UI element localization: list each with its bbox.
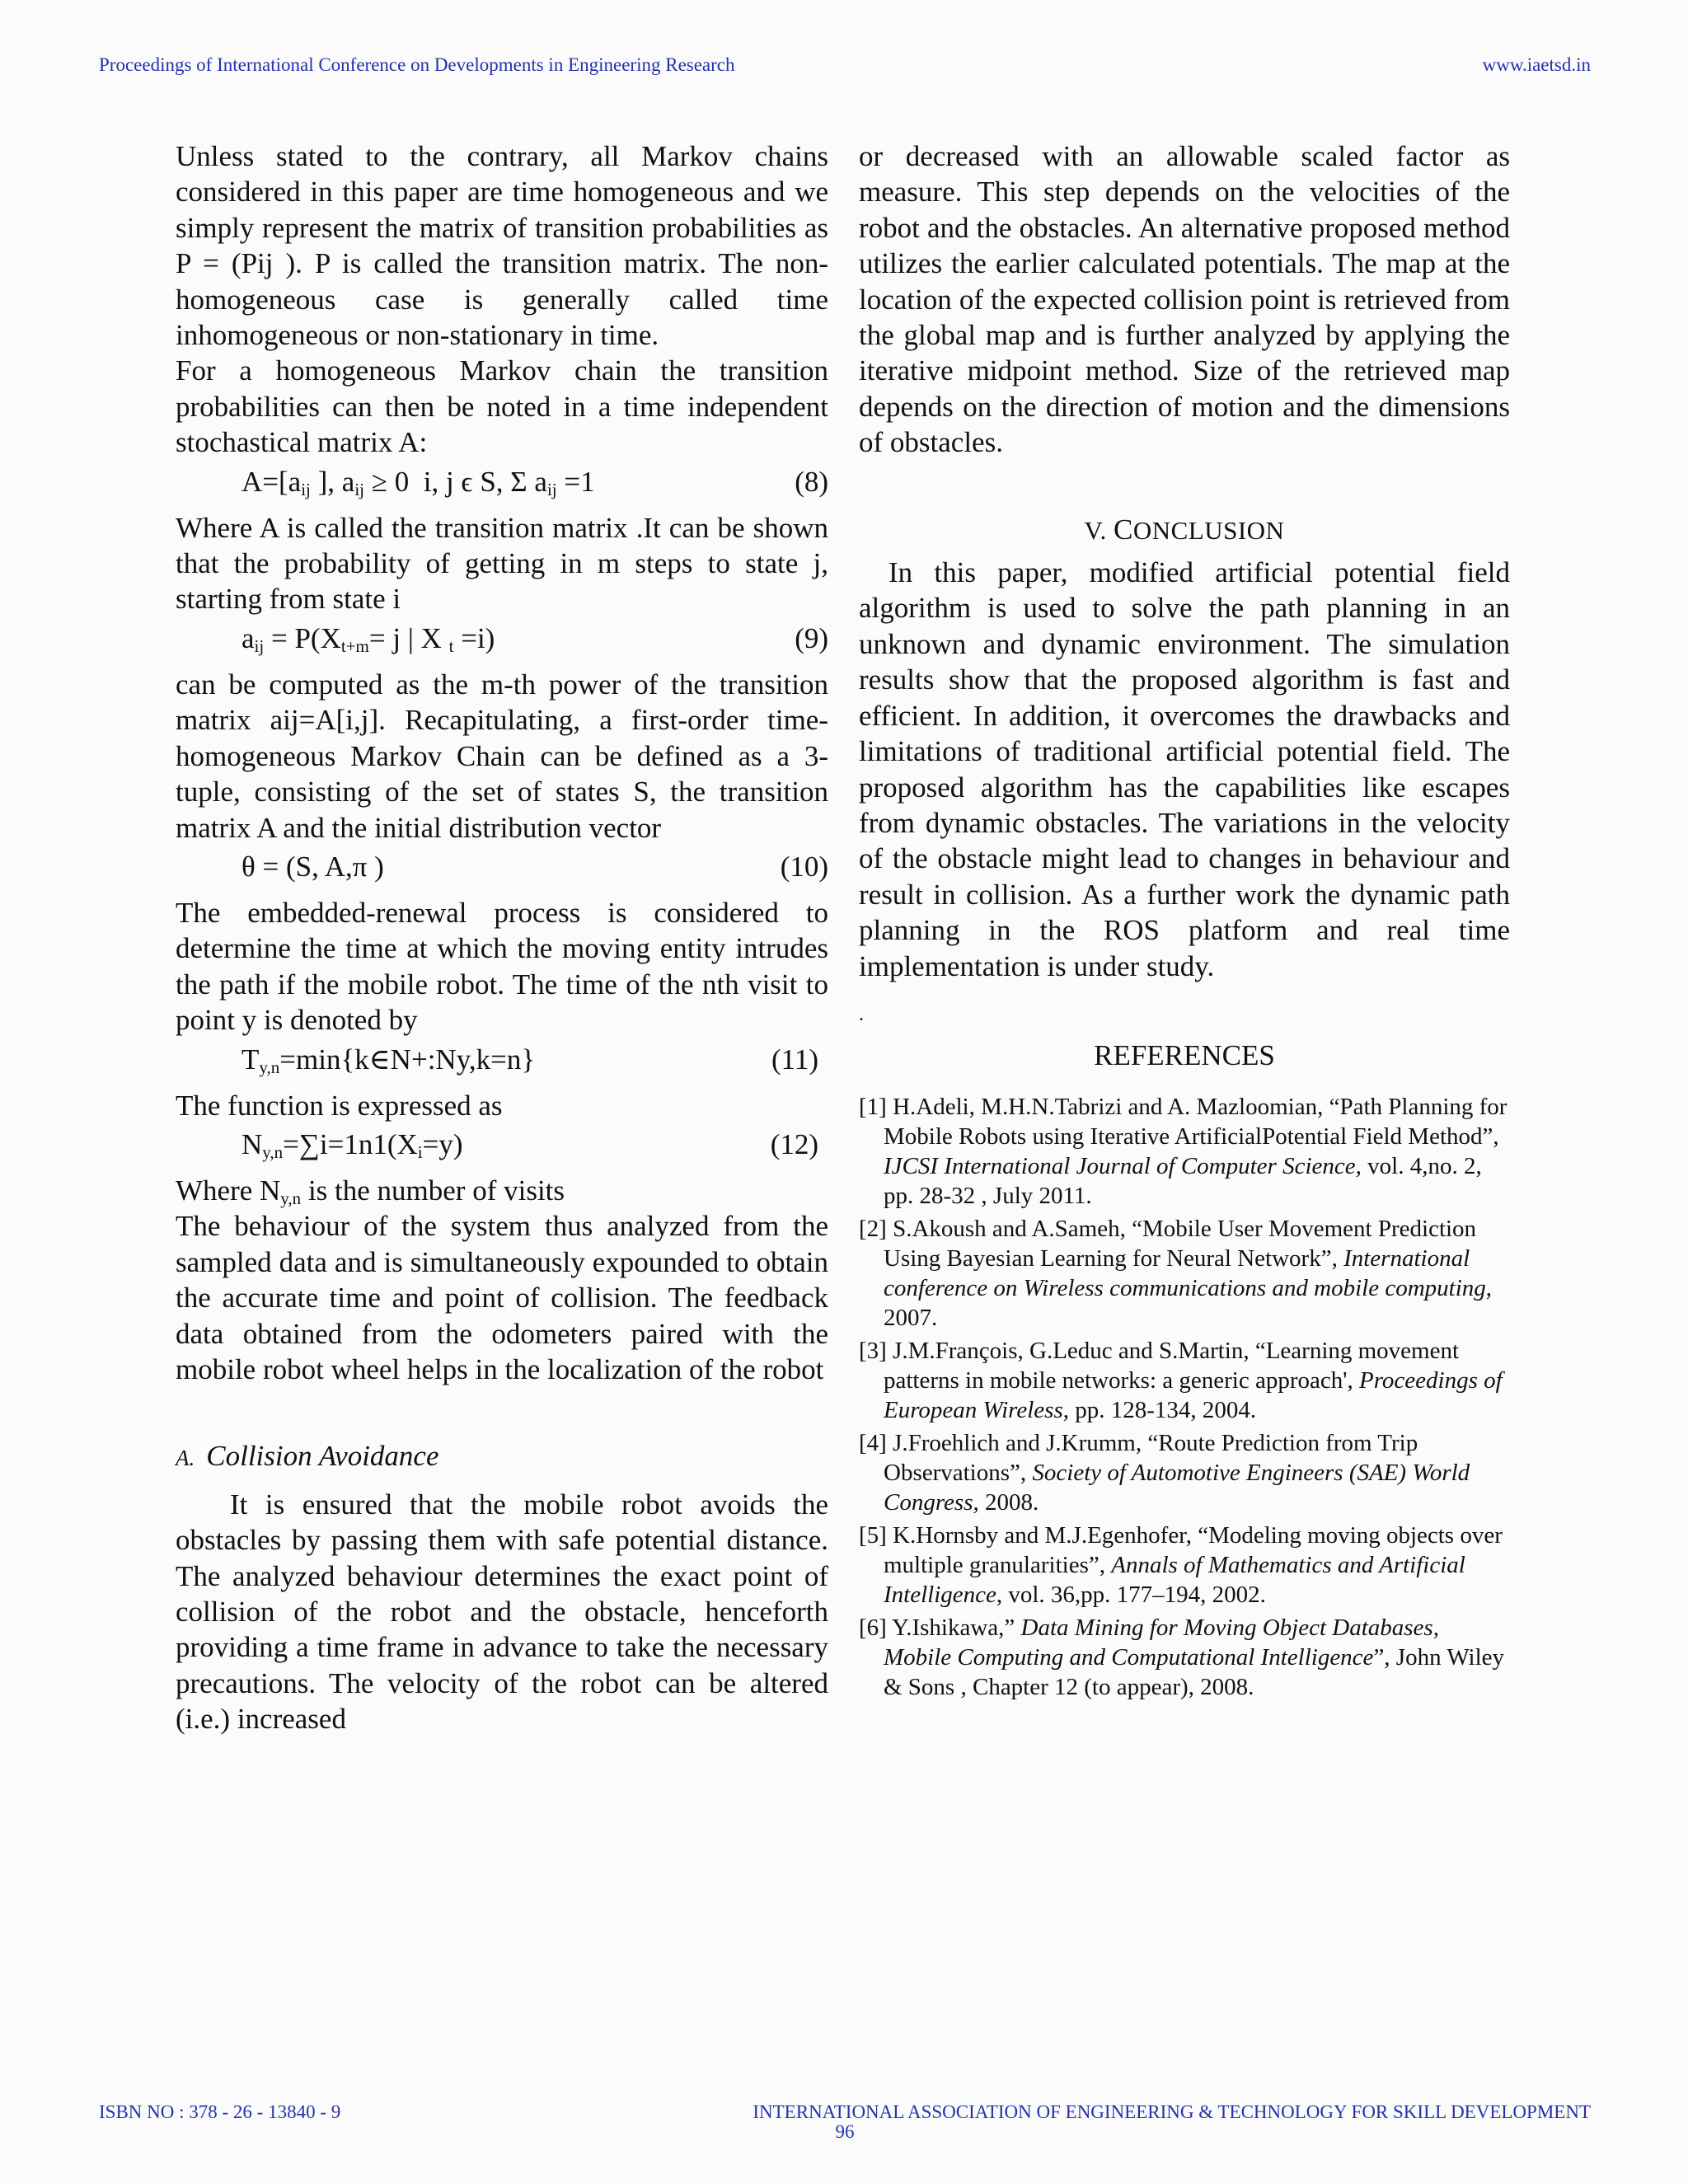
paragraph-embedded-renewal: The embedded-renewal process is considered to determine the time at which the moving entity intrudes the path if the mobile robot. The time of the nth visit to point y is denoted by	[176, 896, 828, 1037]
equation-11-number: (11)	[771, 1043, 818, 1076]
isbn-number: ISBN NO : 378 - 26 - 13840 - 9	[99, 2102, 341, 2122]
paragraph-function-expressed: The function is expressed as	[176, 1089, 503, 1122]
equation-12	[176, 1127, 828, 1168]
subsection-title: Collision Avoidance	[206, 1440, 439, 1473]
reference-item: [3] J.M.François, G.Leduc and S.Martin, “Learning movement patterns in mobile networks: a generic approach', Proceedings of European Wireless, pp. 128-134, 2004.	[859, 1337, 1503, 1423]
equation-10-number: (10)	[780, 850, 828, 883]
reference-item: [6] Y.Ishikawa,” Data Mining for Moving Object Databases, Mobile Computing and Computational Intelligence”, John Wiley & Sons , Chapter 12 (to appear), 2008.	[859, 1614, 1505, 1700]
subsection-heading	[176, 1438, 828, 1476]
references-list	[859, 1092, 1510, 1702]
equation-11	[176, 1042, 828, 1083]
section-number: V.	[1084, 515, 1114, 545]
equation-8-expression: $A=[a_{ij}$ ], $a_{ij} \ge 0$ i, j ϵ S, Σ $a_{ij} =1$	[241, 465, 595, 499]
section-heading-conclusion	[859, 512, 1510, 548]
left-column	[176, 138, 828, 1737]
section-heading-rest: ONCLUSION	[1132, 515, 1285, 545]
paragraph-transition-matrix: Where A is called the transition matrix .It can be shown that the probability of getting in m steps to state j, starting from state i	[176, 511, 828, 616]
equation-8-number: (8)	[795, 465, 828, 498]
equation-8	[176, 464, 828, 505]
running-header	[99, 54, 1591, 82]
equation-9-number: (9)	[795, 621, 828, 654]
reference-item: [1] H.Adeli, M.H.N.Tabrizi and A. Mazloomian, “Path Planning for Mobile Robots using Iterative ArtificialPotential Field Method”, IJCSI International Journal of Computer Science, vol. 4,no. 2, pp. 28-32 , July 2011.	[859, 1093, 1507, 1209]
references-heading: REFERENCES	[1094, 1039, 1275, 1072]
reference-item: [2] S.Akoush and A.Sameh, “Mobile User Movement Prediction Using Bayesian Learning for Neural Network”, International conference on Wireless communications and mobile computing, 2007.	[859, 1215, 1493, 1331]
page-number: 96	[835, 2121, 855, 2142]
paragraph-velocity-continued: or decreased with an allowable scaled factor as measure. This step depends on the velocities of the robot and the obstacles. An alternative proposed method utilizes the earlier calculated potentials. The map at the location of the expected collision point is retrieved from the global map and is further analyzed by applying the iterative midpoint method. Size of the retrieved map depends on the direction of motion and the dimensions of obstacles.	[859, 140, 1510, 459]
conference-title: Proceedings of International Conference on Developments in Engineering Research	[99, 54, 735, 75]
equation-10	[176, 849, 828, 890]
website-link[interactable]: www.iaetsd.in	[1482, 54, 1591, 75]
equation-12-number: (12)	[770, 1127, 818, 1160]
paragraph-collision-avoidance: It is ensured that the mobile robot avoids the obstacles by passing them with safe potential distance. The analyzed behaviour determines the exact point of collision of the robot and the obstacle, henceforth providing a time frame in advance to take the necessary precautions. The velocity of the robot can be altered (i.e.) increased	[176, 1488, 828, 1736]
equation-12-expression: $N_{y,n}=\sum i=1n1(X_i=y)$	[241, 1127, 463, 1162]
equation-11-expression: $T_{y,n}=\min\{k\in N+:Ny,k=n\}$	[241, 1043, 536, 1077]
paragraph-behaviour-analysis: The behaviour of the system thus analyzed from the sampled data and is simultaneously expounded to obtain the accurate time and point of collision. The feedback data obtained from the odometers paired with the mobile robot wheel helps in the localization of the robot	[176, 1210, 828, 1385]
equation-10-expression: θ = (S, A,π )	[241, 850, 384, 883]
reference-item: [4] J.Froehlich and J.Krumm, “Route Prediction from Trip Observations”, Society of Automotive Engineers (SAE) World Congress, 2008.	[859, 1429, 1470, 1516]
stray-dot: .	[859, 1003, 864, 1025]
paragraph-m-th-power: can be computed as the m-th power of the transition matrix aij=A[i,j]. Recapitulating, a first-order time-homogeneous Markov Chain can be defined as a 3-tuple, consisting of the set of states S, the transition matrix A and the initial distribution vector	[176, 668, 828, 844]
paragraph-homogeneous-chain: For a homogeneous Markov chain the transition probabilities can then be noted in a time independent stochastical matrix A:	[176, 354, 828, 459]
section-heading-initial: C	[1113, 513, 1133, 546]
paragraph-conclusion: In this paper, modified artificial potential field algorithm is used to solve the path planning in an unknown and dynamic environment. The simulation results show that the proposed algorithm is fast and efficient. In addition, it overcomes the drawbacks and limitations of traditional artificial potential field. The proposed algorithm has the capabilities like escapes from dynamic obstacles. The variations in the velocity of the obstacle might lead to changes in behaviour and result in collision. As a further work the dynamic path planning in the ROS platform and real time implementation is under study.	[859, 556, 1510, 982]
association-name: INTERNATIONAL ASSOCIATION OF ENGINEERING & TECHNOLOGY FOR SKILL DEVELOPMENT	[753, 2102, 1591, 2122]
paragraph-markov-homogeneous: Unless stated to the contrary, all Markov chains considered in this paper are time homogeneous and we simply represent the matrix of transition probabilities as P = (Pij ). P is called the transition matrix. The non-homogeneous case is generally called time inhomogeneous or non-stationary in time.	[176, 140, 828, 352]
right-column	[859, 138, 1510, 1705]
paragraph-where-n: Where $N_{y,n}$ is the number of visits	[176, 1174, 565, 1208]
reference-item: [5] K.Hornsby and M.J.Egenhofer, “Modeling moving objects over multiple granularities”, Annals of Mathematics and Artificial Intelligence, vol. 36,pp. 177–194, 2002.	[859, 1521, 1503, 1608]
equation-9-expression: $a_{ij} = P(X_{t+m}= j$ | X $_t$ =i)	[241, 621, 495, 656]
subsection-letter: A.	[176, 1446, 195, 1471]
equation-9	[176, 621, 828, 662]
